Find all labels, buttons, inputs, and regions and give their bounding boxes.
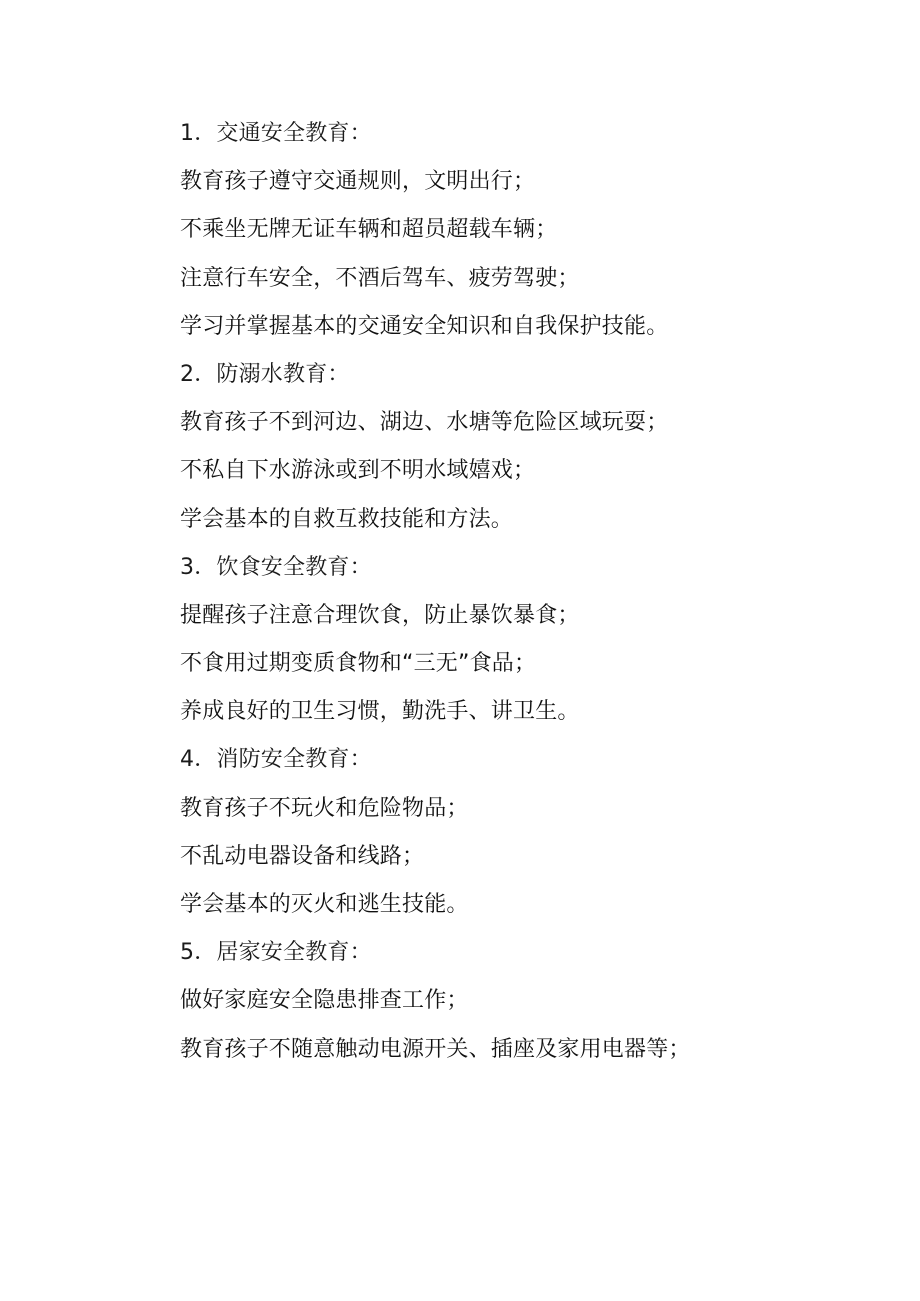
- section-heading-food: 3．饮食安全教育：: [180, 554, 372, 580]
- paragraph-line: 注意行车安全，不酒后驾车、疲劳驾驶；: [180, 265, 580, 291]
- paragraph-line: 教育孩子不随意触动电源开关、插座及家用电器等；: [180, 1036, 691, 1062]
- section-heading-drowning: 2．防溺水教育：: [180, 361, 350, 387]
- document-body: [180, 110, 880, 1074]
- section-heading-traffic: 1．交通安全教育：: [180, 121, 372, 146]
- paragraph-line: 不食用过期变质食物和“三无”食品；: [180, 651, 537, 677]
- paragraph-line: 学会基本的灭火和逃生技能。: [180, 892, 469, 917]
- paragraph-line: 做好家庭安全隐患排查工作；: [180, 988, 469, 1014]
- paragraph-line: 养成良好的卫生习惯，勤洗手、讲卫生。: [180, 699, 580, 725]
- paragraph-line: 不乘坐无牌无证车辆和超员超载车辆；: [180, 217, 558, 243]
- paragraph-line: 不乱动电器设备和线路；: [180, 843, 425, 869]
- paragraph-line: 教育孩子遵守交通规则，文明出行；: [180, 169, 536, 195]
- paragraph-line: 学习并掌握基本的交通安全知识和自我保护技能。: [180, 313, 669, 339]
- section-heading-fire: 4．消防安全教育：: [180, 747, 372, 773]
- paragraph-line: 不私自下水游泳或到不明水域嬉戏；: [180, 458, 536, 484]
- paragraph-line: 教育孩子不玩火和危险物品；: [180, 795, 469, 821]
- section-heading-home: 5．居家安全教育：: [180, 940, 372, 966]
- paragraph-line: 提醒孩子注意合理饮食，防止暴饮暴食；: [180, 602, 580, 628]
- paragraph-line: 学会基本的自救互救技能和方法。: [180, 506, 514, 532]
- paragraph-line: 教育孩子不到河边、湖边、水塘等危险区域玩耍；: [180, 410, 669, 436]
